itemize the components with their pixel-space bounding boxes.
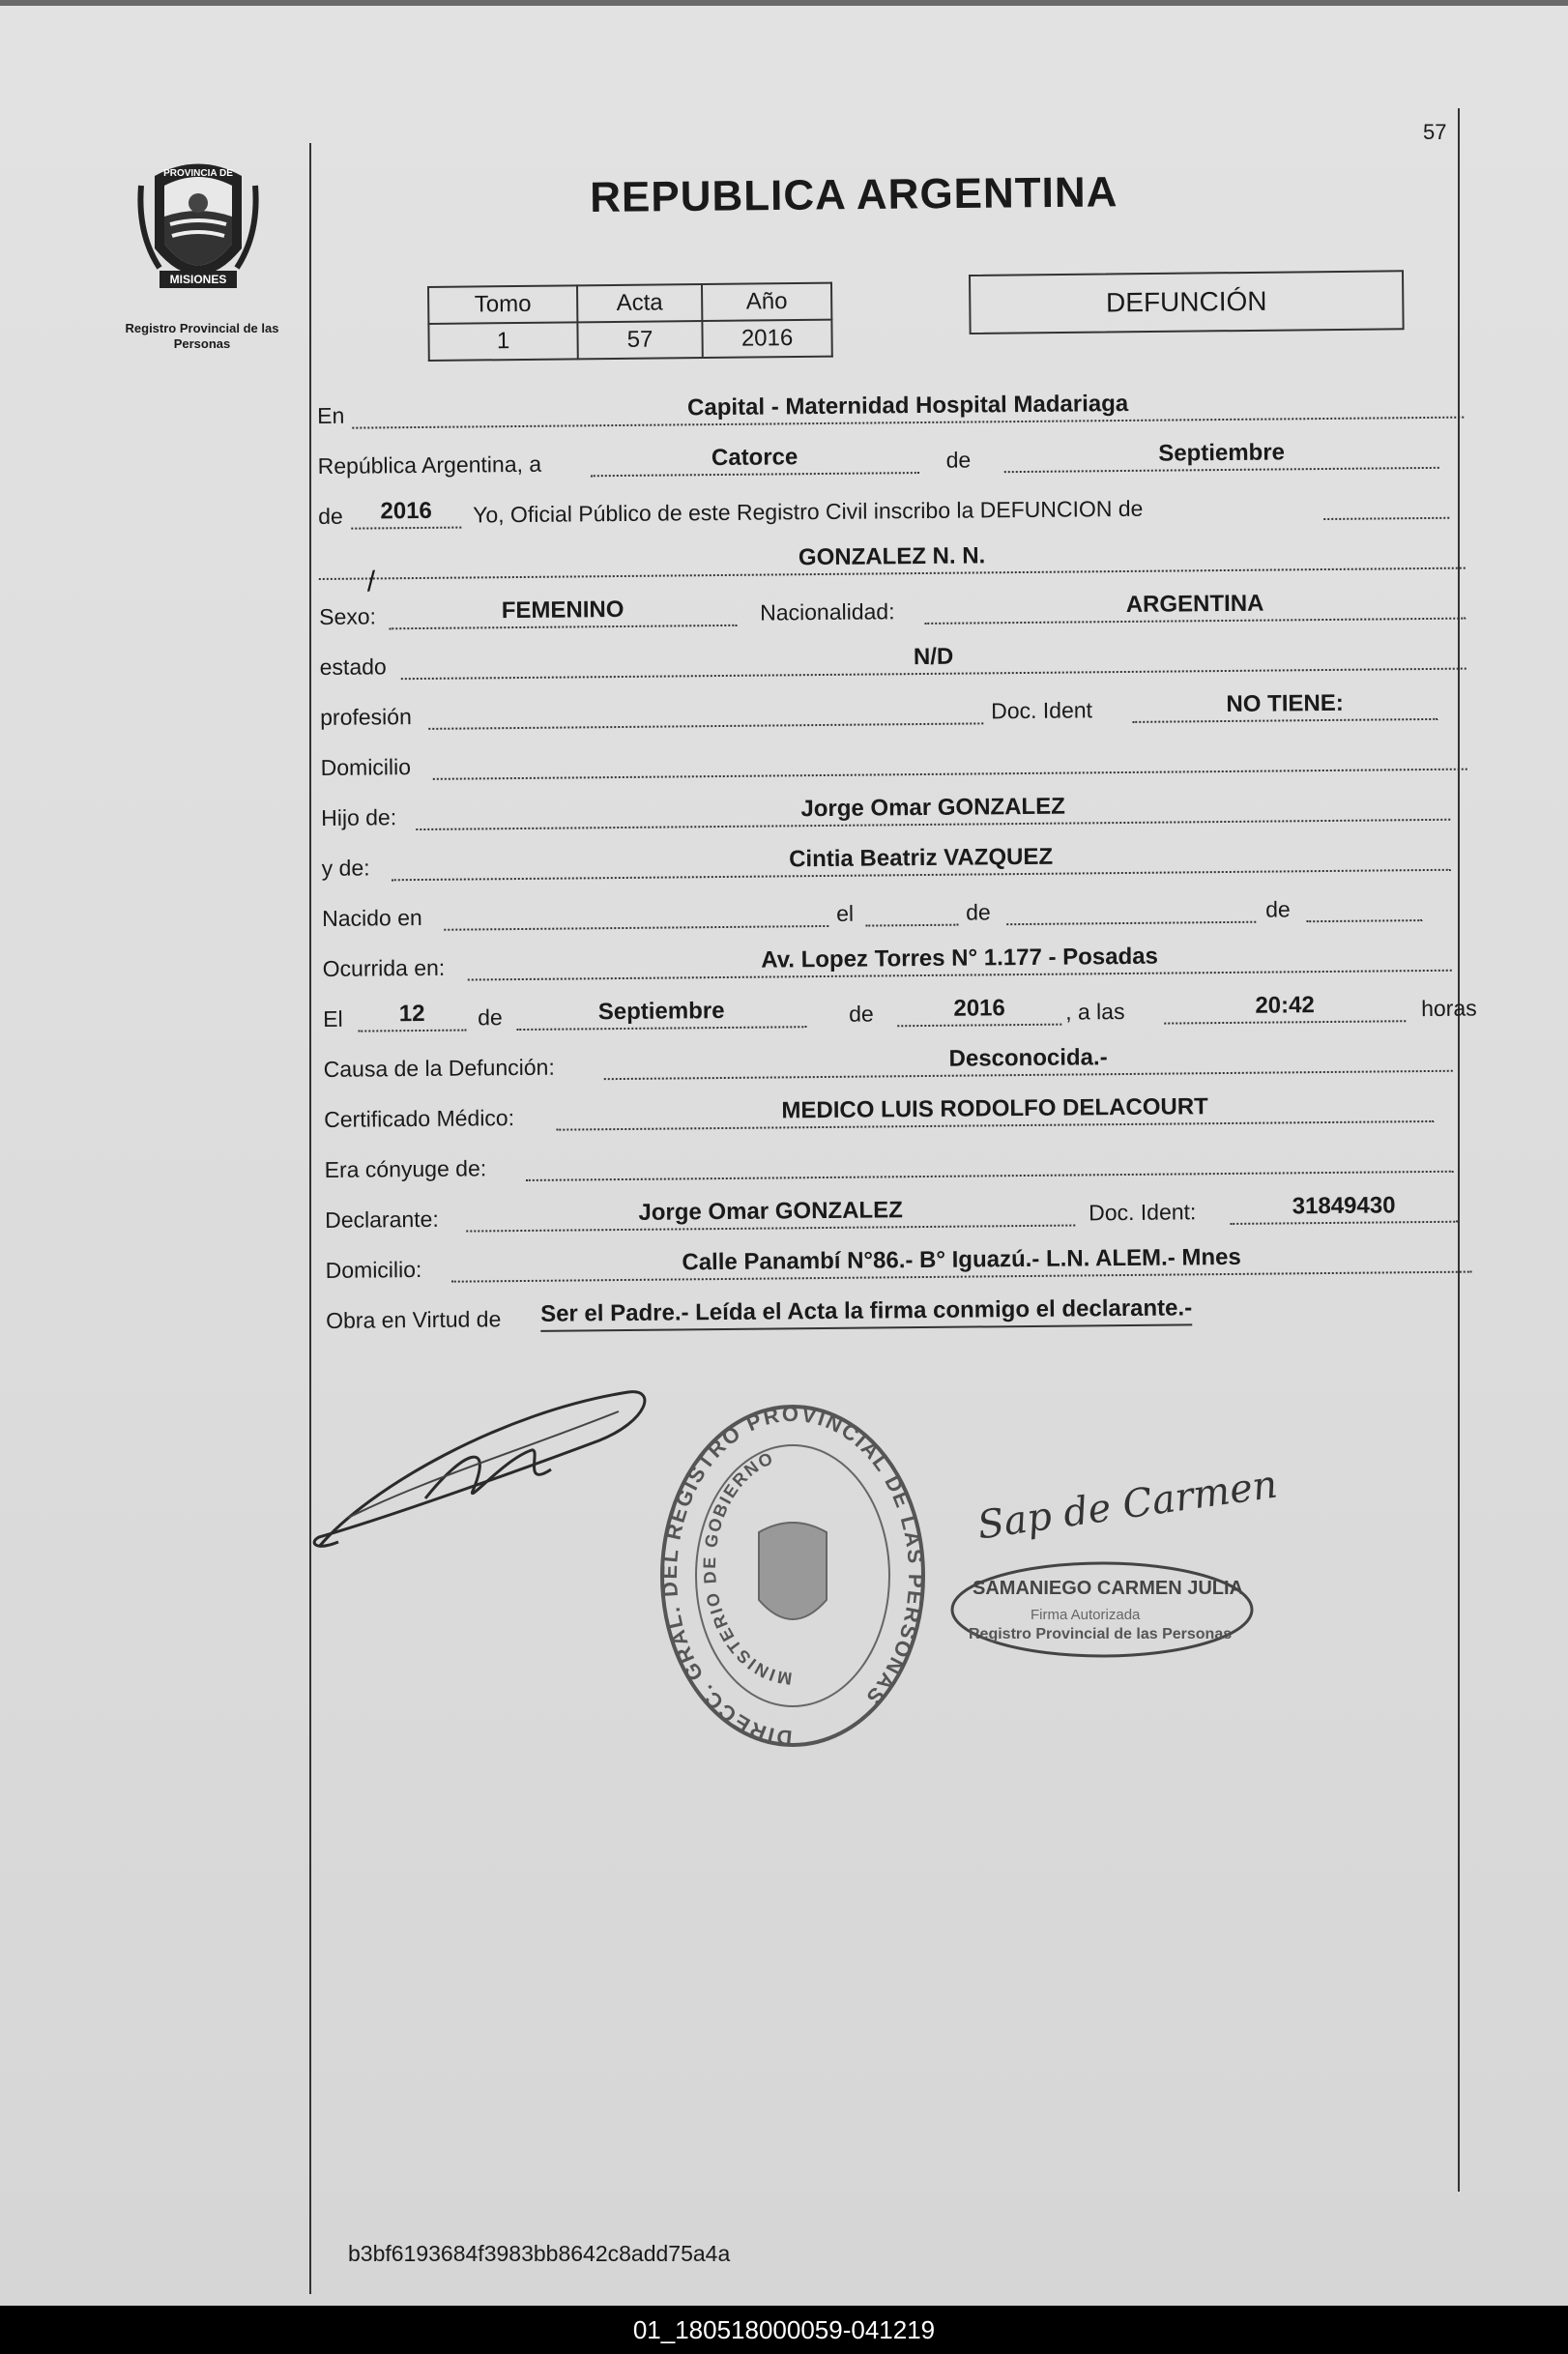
institution-name: Registro Provincial de las Personas [125, 321, 279, 351]
causa-label: Causa de la Defunción: [323, 1054, 555, 1082]
officer-name: SAMANIEGO CARMEN JULIA [973, 1578, 1244, 1599]
declarant-signature-icon [309, 1373, 657, 1566]
year-value: 2016 [380, 497, 432, 525]
logo-top-text: PROVINCIA DE [163, 168, 233, 179]
declarante-value: Jorge Omar GONZALEZ [638, 1197, 903, 1226]
republica-label: República Argentina, a [317, 450, 542, 479]
estado-value: N/D [913, 643, 954, 671]
nacido-year-field [1306, 890, 1422, 922]
causa-value: Desconocida.- [948, 1044, 1108, 1072]
acta-header-anio: Año [702, 283, 831, 321]
de-label-1: de [945, 447, 972, 473]
inscribo-field [1323, 488, 1449, 520]
domicilio-field [433, 740, 1467, 780]
obra-label: Obra en Virtud de [326, 1306, 502, 1333]
declarante-doc-value: 31849430 [1292, 1192, 1396, 1220]
inscribo-text: Yo, Oficial Público de este Registro Civil inscribo la DEFUNCION de [473, 495, 1144, 528]
declarante-label: Declarante: [325, 1206, 439, 1233]
acta-table-header-row [428, 283, 831, 324]
estado-label: estado [319, 654, 387, 680]
acta-value-anio: 2016 [702, 320, 831, 358]
el-label: el [836, 900, 855, 926]
doc-ident-value: NO TIENE: [1226, 689, 1344, 717]
acta-value-tomo: 1 [428, 322, 577, 361]
nacionalidad-value: ARGENTINA [1125, 590, 1264, 618]
el-label-2: El [323, 1005, 343, 1032]
officer-role: Firma Autorizada [1031, 1607, 1141, 1623]
day-value: Catorce [711, 444, 799, 472]
acta-table-value-row [428, 320, 831, 361]
name-value: GONZALEZ N. N. [798, 542, 986, 571]
horas-label: horas [1421, 995, 1477, 1022]
en-label: En [317, 402, 345, 428]
alas-label: , a las [1065, 999, 1125, 1025]
page-number: 57 [1423, 120, 1447, 144]
domicilio-label-2: Domicilio: [325, 1257, 422, 1283]
seal-inner-text: MINISTERIO DE GOBIERNO [699, 1447, 794, 1689]
doc-ident-label: Doc. Ident [991, 697, 1093, 724]
acta-header-tomo: Tomo [428, 285, 577, 324]
acta-header-acta: Acta [577, 284, 702, 322]
profesion-field [428, 693, 983, 730]
conyuge-label: Era cónyuge de: [324, 1155, 487, 1182]
obra-value: Ser el Padre.- Leída el Acta la firma conmigo el declarante.- [540, 1294, 1192, 1331]
official-seal-icon [648, 1392, 938, 1759]
de-label-3: de [966, 899, 991, 925]
left-margin-line [309, 143, 311, 2294]
de-label-2: de [318, 503, 343, 529]
certificado-label: Certificado Médico: [324, 1105, 515, 1132]
death-year-value: 2016 [953, 995, 1005, 1022]
nacido-month-field [1006, 892, 1256, 925]
certificado-value: MEDICO LUIS RODOLFO DELACOURT [781, 1093, 1208, 1124]
document-type-box: DEFUNCIÓN [969, 270, 1405, 334]
hijo-value: Jorge Omar GONZALEZ [800, 793, 1065, 823]
sexo-value: FEMENINO [501, 596, 624, 625]
ocurrida-value: Av. Lopez Torres N° 1.177 - Posadas [761, 943, 1159, 974]
conyuge-field [525, 1142, 1453, 1181]
hijo-label: Hijo de: [321, 804, 397, 830]
sexo-label: Sexo: [319, 603, 377, 629]
document-hash: b3bf6193684f3983bb8642c8add75a4a [348, 2241, 731, 2266]
yde-label: y de: [321, 855, 370, 881]
profesion-label: profesión [320, 704, 412, 730]
footer-code: 01_180518000059-041219 [0, 2306, 1568, 2354]
officer-stamp [918, 1462, 1324, 1692]
scan-top-edge [0, 0, 1568, 6]
ocurrida-label: Ocurrida en: [322, 954, 446, 981]
de-label-6: de [849, 1001, 874, 1027]
acta-value-acta: 57 [577, 321, 702, 359]
province-coat-of-arms-icon [135, 157, 261, 302]
de-label-4: de [1265, 896, 1291, 922]
logo-bottom-text: MISIONES [169, 273, 227, 286]
doc-ident-label-2: Doc. Ident: [1089, 1199, 1197, 1226]
acta-table [427, 282, 833, 362]
domicilio-label: Domicilio [320, 754, 412, 780]
death-day-value: 12 [398, 1000, 425, 1028]
en-value: Capital - Maternidad Hospital Madariaga [686, 390, 1129, 421]
death-time-value: 20:42 [1255, 992, 1315, 1019]
nacido-label: Nacido en [322, 904, 422, 931]
officer-office: Registro Provincial de las Personas [969, 1626, 1233, 1642]
nacionalidad-label: Nacionalidad: [760, 598, 895, 625]
domicilio-declarante-value: Calle Panambí N°86.- B° Iguazú.- L.N. ALEM.- Mnes [682, 1243, 1241, 1276]
de-label-5: de [478, 1004, 503, 1031]
nacido-field [444, 896, 828, 931]
seal-ring-text: DIRECC. GRAL. DEL REGISTRO PROVINCIAL DE LAS PERSONAS [656, 1401, 929, 1751]
officer-signature: Sap de Carmen [974, 1462, 1281, 1549]
death-month-value: Septiembre [597, 997, 725, 1026]
month-value: Septiembre [1158, 439, 1286, 467]
nacido-day-field [865, 895, 958, 927]
name-mark: / [366, 566, 376, 598]
page-title: REPUBLICA ARGENTINA [590, 168, 1118, 221]
yde-value: Cintia Beatriz VAZQUEZ [789, 843, 1054, 873]
